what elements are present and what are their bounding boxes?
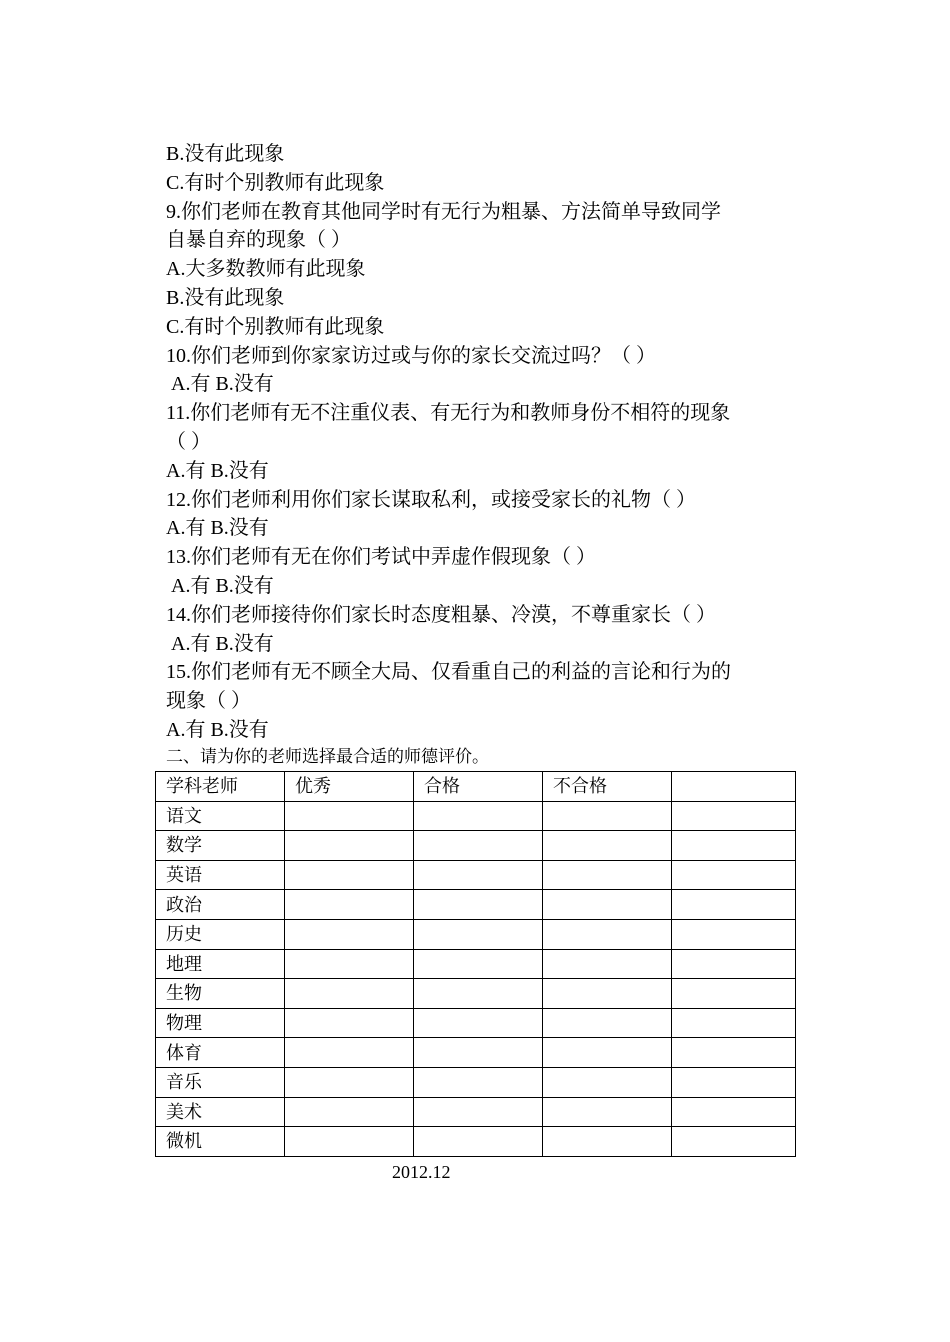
unqualified-cell[interactable] [543,890,672,920]
option-line: A.有 B.没有 [171,632,274,655]
blank-cell[interactable] [672,801,796,831]
subject-name-cell: 美术 [156,1097,285,1127]
excellent-cell[interactable] [285,919,414,949]
table-row [156,979,796,1009]
blank-cell[interactable] [672,1097,796,1127]
qualified-cell[interactable] [414,1008,543,1038]
unqualified-cell[interactable] [543,919,672,949]
blank-cell[interactable] [672,949,796,979]
question-9-continued: 自暴自弃的现象（ ） [166,229,351,252]
excellent-cell[interactable] [285,831,414,861]
qualified-cell[interactable] [414,1097,543,1127]
qualified-cell[interactable] [414,860,543,890]
unqualified-cell[interactable] [543,831,672,861]
qualified-cell[interactable] [414,890,543,920]
survey-questions [166,140,806,745]
blank-cell[interactable] [672,831,796,861]
subject-name-cell: 生物 [156,979,285,1009]
qualified-cell[interactable] [414,1127,543,1157]
table-row [156,801,796,831]
option-line: A.有 B.没有 [166,718,269,741]
unqualified-cell[interactable] [543,1038,672,1068]
table-row [156,949,796,979]
table-row [156,1127,796,1157]
excellent-cell[interactable] [285,1008,414,1038]
option-line: A.有 B.没有 [171,373,274,396]
header-excellent: 优秀 [285,772,414,802]
unqualified-cell[interactable] [543,949,672,979]
excellent-cell[interactable] [285,979,414,1009]
subject-name-cell: 地理 [156,949,285,979]
subject-name-cell: 语文 [156,801,285,831]
option-line: C.有时个别教师有此现象 [166,315,385,338]
subject-name-cell: 英语 [156,860,285,890]
unqualified-cell[interactable] [543,1097,672,1127]
excellent-cell[interactable] [285,1038,414,1068]
unqualified-cell[interactable] [543,1067,672,1097]
table-row [156,860,796,890]
subject-name-cell: 体育 [156,1038,285,1068]
unqualified-cell[interactable] [543,1127,672,1157]
question-14: 14.你们老师接待你们家长时态度粗暴、冷漠，不尊重家长（ ） [166,603,716,626]
excellent-cell[interactable] [285,1127,414,1157]
option-line: C.有时个别教师有此现象 [166,171,385,194]
question-11: 11.你们老师有无不注重仪表、有无行为和教师身份不相符的现象 [166,402,731,425]
document-date: 2012.12 [392,1162,451,1182]
excellent-cell[interactable] [285,860,414,890]
header-qualified: 合格 [414,772,543,802]
subject-name-cell: 政治 [156,890,285,920]
evaluation-table [155,771,796,1157]
subject-name-cell: 历史 [156,919,285,949]
table-row [156,1008,796,1038]
unqualified-cell[interactable] [543,801,672,831]
table-row [156,890,796,920]
blank-cell[interactable] [672,890,796,920]
excellent-cell[interactable] [285,1067,414,1097]
qualified-cell[interactable] [414,801,543,831]
blank-cell[interactable] [672,1127,796,1157]
blank-cell[interactable] [672,1008,796,1038]
header-blank [672,772,796,802]
table-row [156,831,796,861]
question-12: 12.你们老师利用你们家长谋取私利，或接受家长的礼物（ ） [166,488,696,511]
table-row [156,1038,796,1068]
section-2-heading: 二、请为你的老师选择最合适的师德评价。 [166,747,489,766]
blank-cell[interactable] [672,1067,796,1097]
header-subject-teacher: 学科老师 [156,772,285,802]
qualified-cell[interactable] [414,831,543,861]
excellent-cell[interactable] [285,890,414,920]
subject-name-cell: 数学 [156,831,285,861]
blank-cell[interactable] [672,979,796,1009]
blank-cell[interactable] [672,860,796,890]
blank-cell[interactable] [672,919,796,949]
blank-cell[interactable] [672,1038,796,1068]
option-line: A.有 B.没有 [166,517,269,540]
question-13: 13.你们老师有无在你们考试中弄虚作假现象（ ） [166,546,596,569]
subject-name-cell: 物理 [156,1008,285,1038]
unqualified-cell[interactable] [543,1008,672,1038]
qualified-cell[interactable] [414,919,543,949]
qualified-cell[interactable] [414,1067,543,1097]
question-9: 9.你们老师在教育其他同学时有无行为粗暴、方法简单导致同学 [166,200,721,223]
option-line: A.有 B.没有 [171,574,274,597]
excellent-cell[interactable] [285,801,414,831]
option-line: A.有 B.没有 [166,459,269,482]
unqualified-cell[interactable] [543,979,672,1009]
option-line: A.大多数教师有此现象 [166,258,366,281]
qualified-cell[interactable] [414,1038,543,1068]
table-row [156,1097,796,1127]
subject-name-cell: 微机 [156,1127,285,1157]
question-10: 10.你们老师到你家家访过或与你的家长交流过吗？（ ） [166,344,656,367]
subject-name-cell: 音乐 [156,1067,285,1097]
excellent-cell[interactable] [285,949,414,979]
option-line: B.没有此现象 [166,143,285,165]
table-row [156,1067,796,1097]
question-11-continued: （ ） [166,430,211,453]
qualified-cell[interactable] [414,949,543,979]
question-15-continued: 现象（ ） [166,690,251,713]
option-line: B.没有此现象 [166,286,285,309]
unqualified-cell[interactable] [543,860,672,890]
qualified-cell[interactable] [414,979,543,1009]
table-row [156,919,796,949]
header-unqualified: 不合格 [543,772,672,802]
excellent-cell[interactable] [285,1097,414,1127]
table-header-row [156,772,796,802]
question-15: 15.你们老师有无不顾全大局、仅看重自己的利益的言论和行为的 [166,661,731,684]
